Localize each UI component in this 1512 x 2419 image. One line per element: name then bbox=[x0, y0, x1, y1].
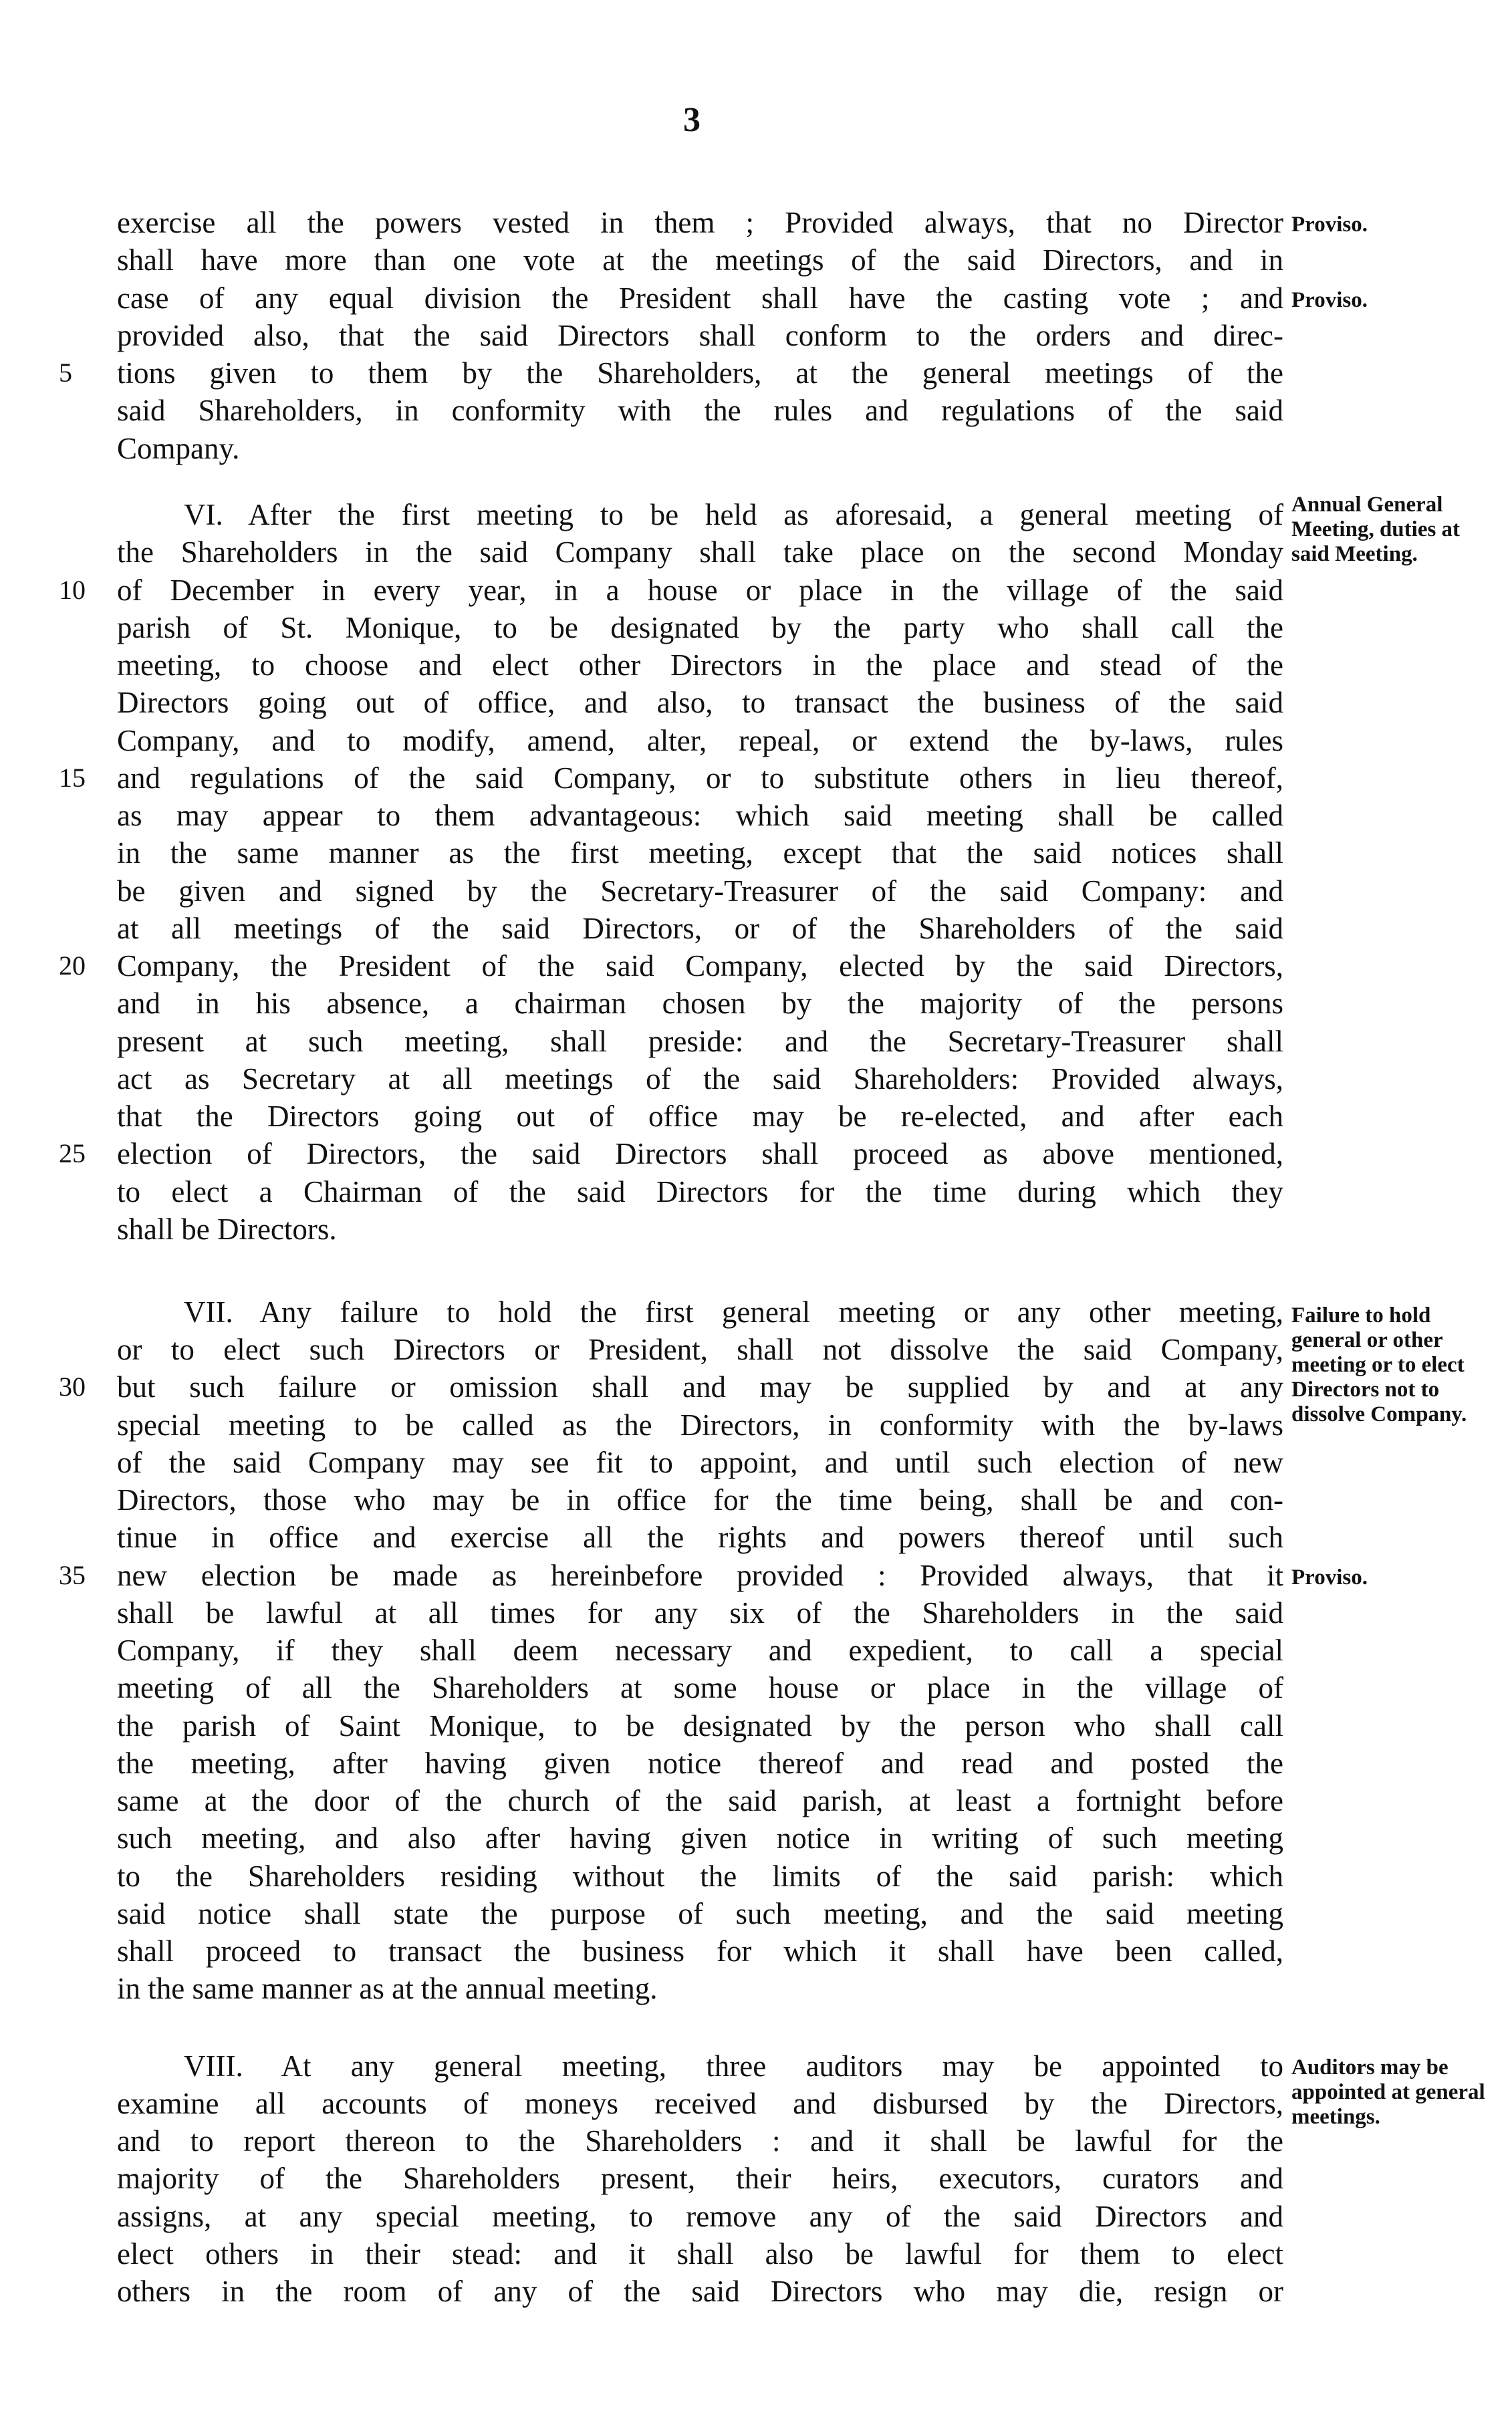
text-line: Directors, those who may be in office for the time being, shall be and con- bbox=[117, 1483, 1283, 1517]
text-line: shall proceed to transact the business for which it shall have been called, bbox=[117, 1934, 1283, 1968]
margin-note: Proviso. bbox=[1291, 213, 1368, 237]
text-line: shall be Directors. bbox=[117, 1213, 337, 1246]
text-line: new election be made as hereinbefore provided : Provided always, that it bbox=[117, 1559, 1283, 1592]
text-line: be given and signed by the Secretary-Treasurer of the said Company: and bbox=[117, 874, 1283, 908]
text-line: shall have more than one vote at the meetings of the said Directors, and in bbox=[117, 243, 1283, 277]
text-line: exercise all the powers vested in them ; Provided always, that no Director bbox=[117, 206, 1283, 239]
text-line: of the said Company may see fit to appoint, and until such election of new bbox=[117, 1446, 1283, 1479]
margin-note: Auditors may be appointed at general meetings. bbox=[1291, 2055, 1485, 2129]
text-line: provided also, that the said Directors shall conform to the orders and direc- bbox=[117, 319, 1283, 352]
text-line: or to elect such Directors or President, shall not dissolve the said Company, bbox=[117, 1333, 1283, 1366]
margin-note: Proviso. bbox=[1291, 288, 1368, 312]
line-number: 20 bbox=[59, 950, 86, 981]
text-line: that the Directors going out of office may be re-elected, and after each bbox=[117, 1100, 1283, 1133]
text-line: tions given to them by the Shareholders, at the general meetings of the bbox=[117, 356, 1283, 390]
text-line: meeting of all the Shareholders at some house or place in the village of bbox=[117, 1671, 1283, 1704]
line-number: 35 bbox=[59, 1560, 86, 1590]
line-number: 25 bbox=[59, 1138, 86, 1168]
text-line: assigns, at any special meeting, to remove any of the said Directors and bbox=[117, 2200, 1283, 2233]
text-line: in the same manner as the first meeting, except that the said notices shall bbox=[117, 836, 1283, 870]
text-line: said notice shall state the purpose of such meeting, and the said meeting bbox=[117, 1897, 1283, 1930]
text-line: Company, the President of the said Company, elected by the said Directors, bbox=[117, 949, 1283, 983]
line-number: 15 bbox=[59, 763, 86, 793]
line-number: 5 bbox=[59, 358, 72, 388]
text-line: special meeting to be called as the Directors, in conformity with the by-laws bbox=[117, 1408, 1283, 1442]
text-line: the meeting, after having given notice thereof and read and posted the bbox=[117, 1747, 1283, 1780]
text-line: shall be lawful at all times for any six of the Shareholders in the said bbox=[117, 1596, 1283, 1630]
text-line: act as Secretary at all meetings of the said Shareholders: Provided always, bbox=[117, 1062, 1283, 1096]
text-line: meeting, to choose and elect other Directors in the place and stead of the bbox=[117, 648, 1283, 682]
text-line: in the same manner as at the annual meeting. bbox=[117, 1972, 658, 2005]
text-line: and regulations of the said Company, or to substitute others in lieu thereof, bbox=[117, 761, 1283, 795]
text-line: such meeting, and also after having given notice in writing of such meeting bbox=[117, 1821, 1283, 1855]
text-line: Directors going out of office, and also, to transact the business of the said bbox=[117, 686, 1283, 719]
text-line: Company, if they shall deem necessary and expedient, to call a special bbox=[117, 1634, 1283, 1667]
margin-note: Failure to hold general or other meeting or to elect Directors not to dissolve Company. bbox=[1291, 1303, 1467, 1426]
line-number: 10 bbox=[59, 575, 86, 605]
text-line: examine all accounts of moneys received and disbursed by the Directors, bbox=[117, 2087, 1283, 2120]
text-line: others in the room of any of the said Directors who may die, resign or bbox=[117, 2275, 1283, 2308]
text-line: and to report thereon to the Shareholders : and it shall be lawful for the bbox=[117, 2124, 1283, 2158]
text-line: and in his absence, a chairman chosen by the majority of the persons bbox=[117, 987, 1283, 1020]
line-number: 30 bbox=[59, 1372, 86, 1402]
margin-note: Proviso. bbox=[1291, 1565, 1368, 1589]
text-line: the parish of Saint Monique, to be designated by the person who shall call bbox=[117, 1709, 1283, 1743]
text-line: as may appear to them advantageous: which said meeting shall be called bbox=[117, 799, 1283, 832]
text-line: the Shareholders in the said Company shall take place on the second Monday bbox=[117, 535, 1283, 569]
text-line: election of Directors, the said Directors shall proceed as above mentioned, bbox=[117, 1137, 1283, 1170]
text-line: VI. After the first meeting to be held as aforesaid, a general meeting of bbox=[184, 498, 1283, 531]
text-line: but such failure or omission shall and may be supplied by and at any bbox=[117, 1370, 1283, 1404]
page-number: 3 bbox=[683, 101, 701, 139]
text-line: elect others in their stead: and it shall also be lawful for them to elect bbox=[117, 2237, 1283, 2271]
text-line: Company. bbox=[117, 432, 240, 465]
text-line: same at the door of the church of the said parish, at least a fortnight before bbox=[117, 1784, 1283, 1817]
text-line: case of any equal division the President shall have the casting vote ; and bbox=[117, 281, 1283, 315]
text-line: to elect a Chairman of the said Directors for the time during which they bbox=[117, 1175, 1283, 1208]
text-line: VIII. At any general meeting, three auditors may be appointed to bbox=[184, 2049, 1283, 2083]
text-line: said Shareholders, in conformity with the rules and regulations of the said bbox=[117, 394, 1283, 427]
text-line: majority of the Shareholders present, their heirs, executors, curators and bbox=[117, 2162, 1283, 2195]
text-line: of December in every year, in a house or place in the village of the said bbox=[117, 574, 1283, 607]
text-line: present at such meeting, shall preside: and the Secretary-Treasurer shall bbox=[117, 1025, 1283, 1058]
text-line: parish of St. Monique, to be designated by the party who shall call the bbox=[117, 611, 1283, 644]
margin-note: Annual General Meeting, duties at said Meeting. bbox=[1291, 493, 1461, 566]
text-line: at all meetings of the said Directors, or of the Shareholders of the said bbox=[117, 912, 1283, 945]
text-line: to the Shareholders residing without the limits of the said parish: which bbox=[117, 1860, 1283, 1893]
text-line: Company, and to modify, amend, alter, repeal, or extend the by-laws, rules bbox=[117, 724, 1283, 757]
text-line: VII. Any failure to hold the first general meeting or any other meeting, bbox=[184, 1295, 1283, 1329]
text-line: tinue in office and exercise all the rights and powers thereof until such bbox=[117, 1521, 1283, 1554]
